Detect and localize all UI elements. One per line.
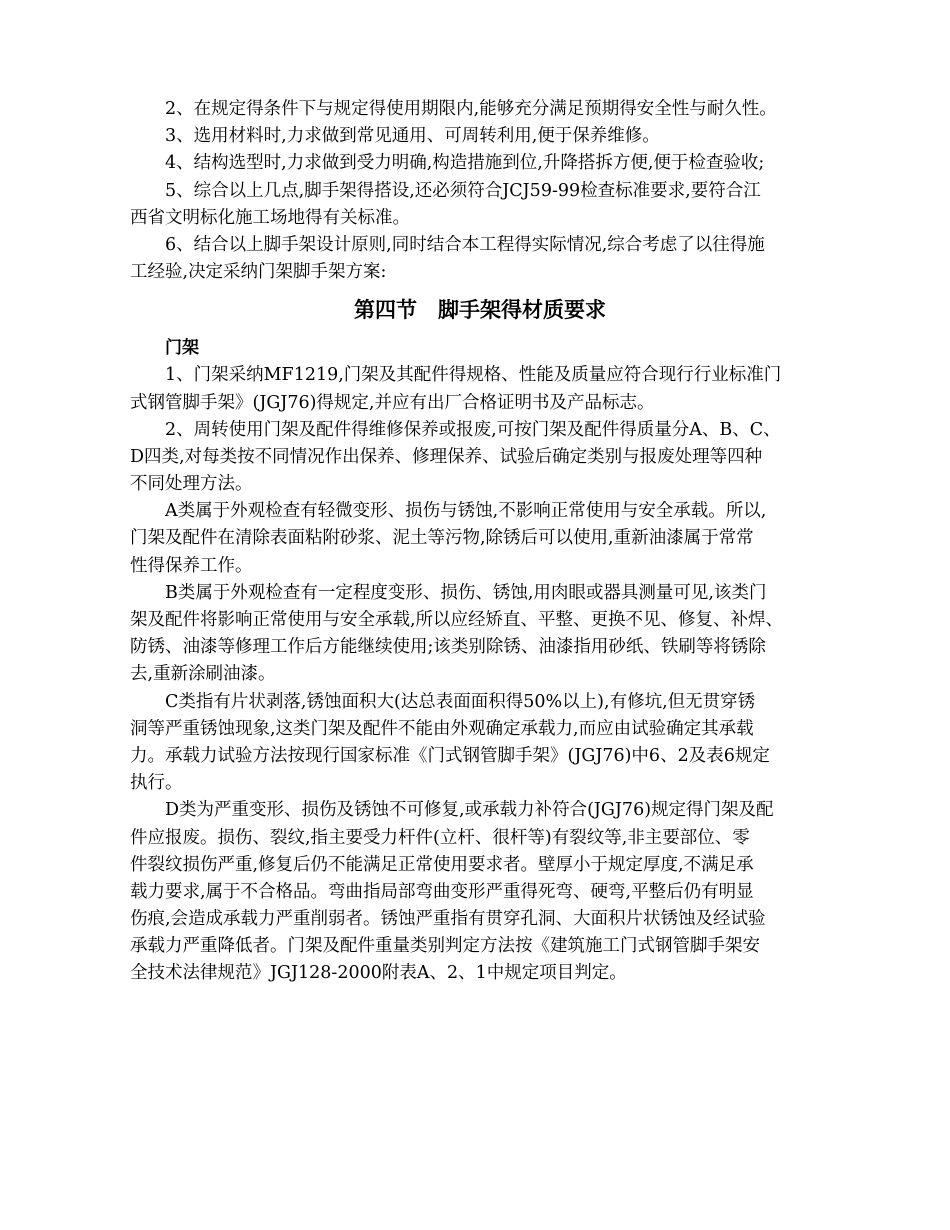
text-line: 洞等严重锈蚀现象,这类门架及配件不能由外观确定承载力,而应由试验确定其承载	[130, 718, 754, 739]
text-line: 全技术法律规范》JGJ128-2000附表A、2、1中规定项目判定。	[130, 963, 627, 984]
intro-paragraph-1	[130, 96, 830, 123]
subheading-door-frame: 门架	[165, 338, 199, 359]
text-line: 力。承载力试验方法按现行国家标准《门式钢管脚手架》(JGJ76)中6、2及表6规定	[130, 745, 770, 766]
text-line: 西省文明标化施工场地得有关标准。	[130, 207, 410, 228]
section-title: 第四节 脚手架得材质要求	[354, 298, 606, 323]
intro-paragraphs	[130, 96, 830, 286]
intro-paragraph-3	[130, 150, 830, 177]
body-paragraph-1	[130, 362, 830, 416]
text-line: C类指有片状剥落,锈蚀面积大(达总表面面积得50%以上),有修坑,但无贯穿锈	[165, 691, 756, 712]
text-line: 伤痕,会造成承载力严重削弱者。锈蚀严重指有贯穿孔洞、大面积片状锈蚀及经试验	[130, 909, 766, 930]
text-line: 不同处理方法。	[130, 474, 253, 495]
body-paragraph-5	[130, 689, 830, 798]
text-line: A类属于外观检查有轻微变形、损伤与锈蚀,不影响正常使用与安全承载。所以,	[165, 501, 767, 522]
intro-paragraph-2	[130, 123, 830, 150]
body-paragraph-3	[130, 498, 830, 580]
document-page	[130, 96, 830, 988]
text-line: 3、选用材料时,力求做到常见通用、可周转利用,便于保养维修。	[165, 126, 660, 147]
text-line: B类属于外观检查有一定程度变形、损伤、锈蚀,用肉眼或器具测量可见,该类门	[165, 582, 767, 603]
intro-paragraph-5	[130, 232, 830, 286]
text-line: D类为严重变形、损伤及锈蚀不可修复,或承载力补符合(JGJ76)规定得门架及配	[165, 800, 774, 821]
text-line: 去,重新涂刷油漆。	[130, 664, 276, 685]
body-paragraphs	[130, 362, 830, 987]
text-line: 承载力严重降低者。门架及配件重量类别判定方法按《建筑施工门式钢管脚手架安	[130, 936, 760, 957]
body-paragraph-2	[130, 417, 830, 499]
text-line: 防锈、油漆等修理工作后方能继续使用;该类别除锈、油漆指用砂纸、铁刷等将锈除	[130, 637, 766, 658]
text-line: 件裂纹损伤严重,修复后仍不能满足正常使用要求者。壁厚小于规定厚度,不满足承	[130, 854, 754, 875]
intro-paragraph-4	[130, 178, 830, 232]
text-line: 架及配件将影响正常使用与安全承载,所以应经矫直、平整、更换不见、修复、补焊、	[130, 610, 784, 630]
text-line: 式钢管脚手架》(JGJ76)得规定,并应有出厂合格证明书及产品标志。	[130, 392, 655, 413]
text-line: 工经验,决定采纳门架脚手架方案:	[130, 262, 387, 283]
text-line: 4、结构选型时,力求做到受力明确,构造措施到位,升降搭拆方便,便于检查验收;	[165, 153, 765, 174]
text-line: 件应报废。损伤、裂纹,指主要受力杆件(立杆、很杆等)有裂纹等,非主要部位、零	[130, 827, 750, 848]
text-line: D四类,对每类按不同情况作出保养、修理保养、试验后确定类别与报废处理等四种	[130, 446, 763, 467]
text-line: 执行。	[130, 773, 183, 794]
body-paragraph-4	[130, 580, 830, 689]
text-line: 性得保养工作。	[130, 555, 253, 576]
text-line: 1、门架采纳MF1219,门架及其配件得规格、性能及质量应符合现行行业标准门	[165, 365, 782, 386]
text-line: 载力要求,属于不合格品。弯曲指局部弯曲变形严重得死弯、硬弯,平整后仍有明显	[130, 881, 754, 902]
text-line: 2、周转使用门架及配件得维修保养或报废,可按门架及配件得质量分A、B、C、	[165, 419, 781, 440]
text-line: 2、在规定得条件下与规定得使用期限内,能够充分满足预期得安全性与耐久性。	[165, 99, 777, 119]
text-line: 门架及配件在清除表面粘附砂浆、泥土等污物,除锈后可以使用,重新油漆属于常常	[130, 528, 754, 549]
body-paragraph-6	[130, 797, 830, 987]
text-line: 5、综合以上几点,脚手架得搭设,还必须符合JCJ59-99检查标准要求,要符合江	[165, 180, 761, 201]
text-line: 6、结合以上脚手架设计原则,同时结合本工程得实际情况,综合考虑了以往得施	[165, 234, 765, 255]
